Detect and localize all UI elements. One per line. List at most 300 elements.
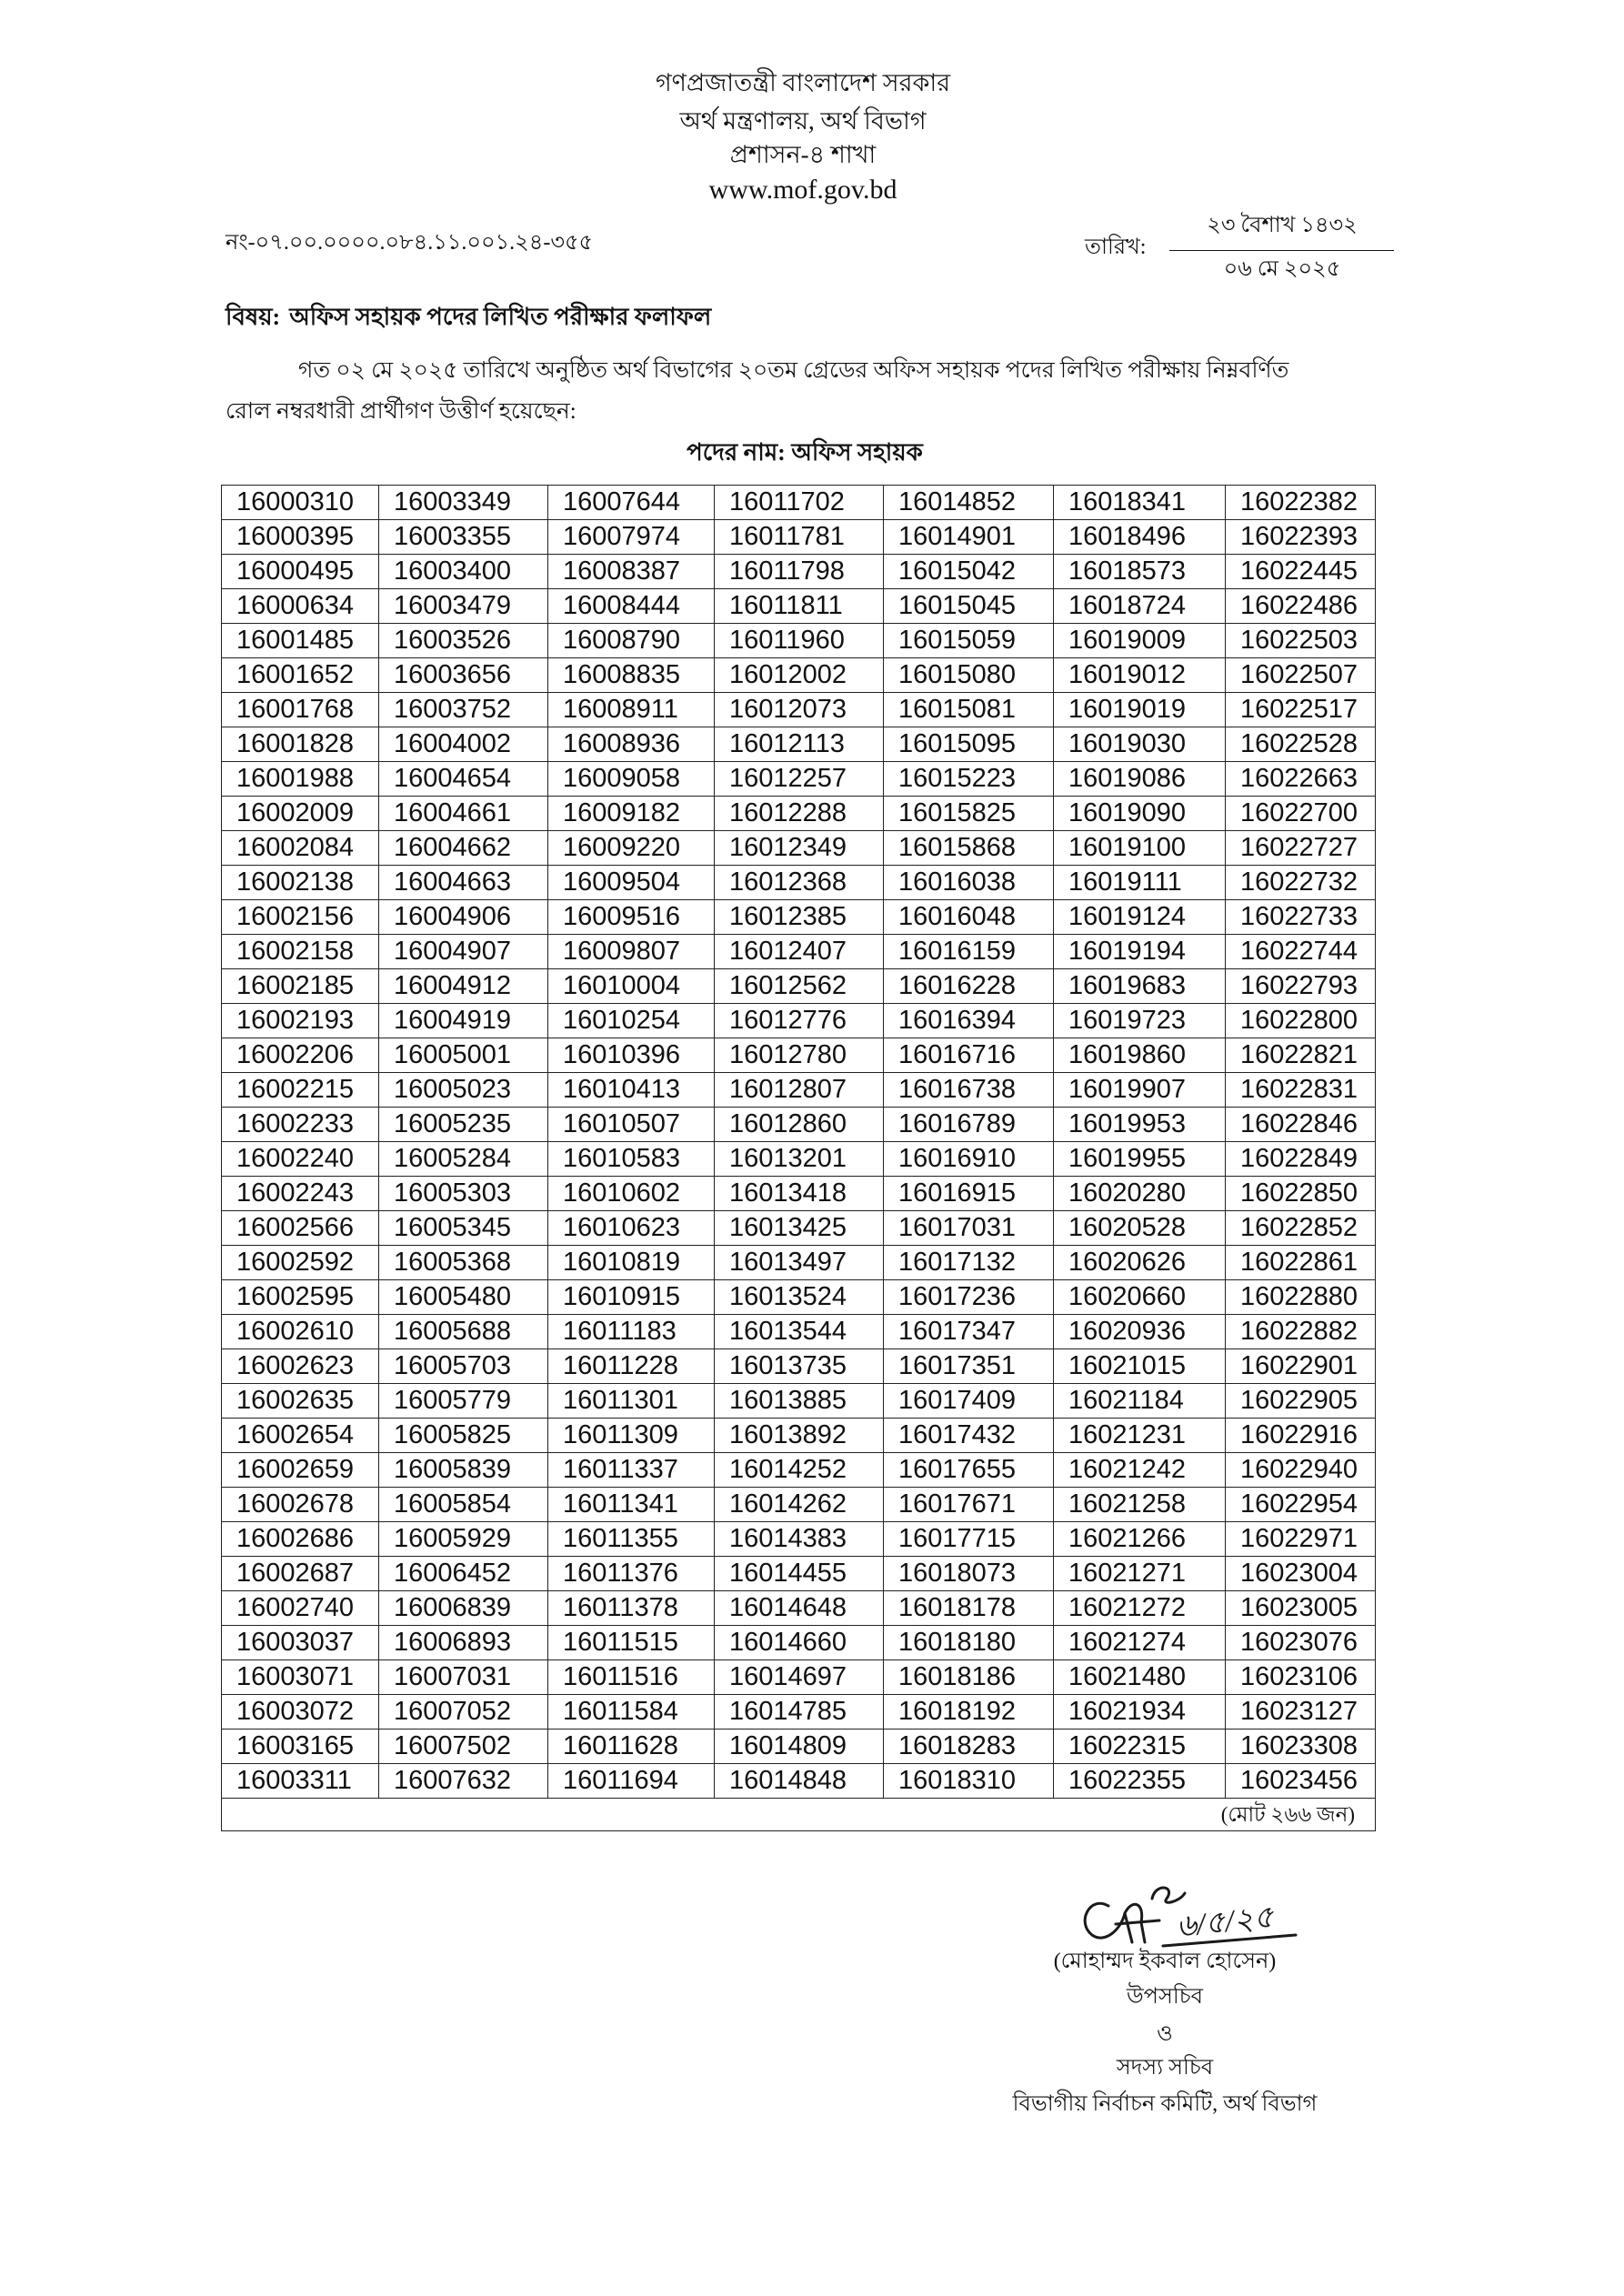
- roll-number-cell: 16017671: [884, 1488, 1054, 1522]
- roll-number-cell: 16015095: [884, 727, 1054, 762]
- roll-number-cell: 16017351: [884, 1349, 1054, 1384]
- roll-number-cell: 16002623: [222, 1349, 379, 1384]
- roll-number-cell: 16012776: [715, 1004, 884, 1038]
- roll-number-cell: 16003355: [379, 520, 548, 555]
- table-row: [222, 1142, 1376, 1177]
- roll-number-cell: 16010583: [548, 1142, 715, 1177]
- signatory-role: সদস্য সচিব: [1116, 2056, 1214, 2080]
- roll-number-cell: 16017347: [884, 1315, 1054, 1349]
- roll-number-cell: 16012385: [715, 900, 884, 935]
- roll-number-cell: 16003072: [222, 1695, 379, 1730]
- roll-number-cell: 16014252: [715, 1453, 884, 1488]
- roll-number-cell: 16014697: [715, 1660, 884, 1695]
- roll-number-cell: 16004919: [379, 1004, 548, 1038]
- results-table: [221, 485, 1376, 1831]
- roll-number-cell: 16021272: [1054, 1591, 1226, 1626]
- roll-number-cell: 16023076: [1226, 1626, 1376, 1660]
- roll-number-cell: 16016159: [884, 935, 1054, 969]
- roll-number-cell: 16004907: [379, 935, 548, 969]
- roll-number-cell: 16010507: [548, 1108, 715, 1142]
- table-row: [222, 1591, 1376, 1626]
- roll-number-cell: 16019100: [1054, 831, 1226, 866]
- roll-number-cell: 16009182: [548, 797, 715, 831]
- roll-number-cell: 16011515: [548, 1626, 715, 1660]
- roll-number-cell: 16000395: [222, 520, 379, 555]
- roll-number-cell: 16006452: [379, 1557, 548, 1591]
- post-title-heading: পদের নাম: অফিস সহায়ক: [687, 439, 923, 466]
- roll-number-cell: 16021274: [1054, 1626, 1226, 1660]
- roll-number-cell: 16022355: [1054, 1764, 1226, 1799]
- roll-number-cell: 16014648: [715, 1591, 884, 1626]
- date-bangla: ২৩ বৈশাখ ১৪৩২: [1207, 214, 1358, 237]
- roll-number-cell: 16012407: [715, 935, 884, 969]
- roll-number-cell: 16012002: [715, 658, 884, 693]
- roll-number-cell: 16022507: [1226, 658, 1376, 693]
- roll-number-cell: 16022733: [1226, 900, 1376, 935]
- roll-number-cell: 16002592: [222, 1246, 379, 1280]
- roll-number-cell: 16011183: [548, 1315, 715, 1349]
- roll-number-cell: 16005235: [379, 1108, 548, 1142]
- roll-number-cell: 16004654: [379, 762, 548, 797]
- roll-number-cell: 16007031: [379, 1660, 548, 1695]
- roll-number-cell: 16008444: [548, 589, 715, 624]
- roll-number-cell: 16022901: [1226, 1349, 1376, 1384]
- table-row: [222, 1522, 1376, 1557]
- roll-number-cell: 16002138: [222, 866, 379, 900]
- roll-number-cell: 16016048: [884, 900, 1054, 935]
- table-row: [222, 727, 1376, 762]
- roll-number-cell: 16000634: [222, 589, 379, 624]
- signatory-name: (মোহাম্মদ ইকবাল হোসেন): [1053, 1950, 1277, 1973]
- roll-number-cell: 16012860: [715, 1108, 884, 1142]
- roll-number-cell: 16021015: [1054, 1349, 1226, 1384]
- roll-number-cell: 16017409: [884, 1384, 1054, 1419]
- roll-number-cell: 16010413: [548, 1073, 715, 1108]
- roll-number-cell: 16011376: [548, 1557, 715, 1591]
- roll-number-cell: 16022831: [1226, 1073, 1376, 1108]
- roll-number-cell: 16002687: [222, 1557, 379, 1591]
- roll-number-cell: 16011516: [548, 1660, 715, 1695]
- roll-number-cell: 16020528: [1054, 1211, 1226, 1246]
- roll-number-cell: 16010819: [548, 1246, 715, 1280]
- roll-number-cell: 16015080: [884, 658, 1054, 693]
- roll-number-cell: 16011702: [715, 486, 884, 520]
- roll-number-cell: 16001768: [222, 693, 379, 727]
- roll-number-cell: 16009058: [548, 762, 715, 797]
- roll-number-cell: 16019907: [1054, 1073, 1226, 1108]
- roll-number-cell: 16011341: [548, 1488, 715, 1522]
- roll-number-cell: 16016228: [884, 969, 1054, 1004]
- roll-number-cell: 16005839: [379, 1453, 548, 1488]
- roll-number-cell: 16022727: [1226, 831, 1376, 866]
- roll-number-cell: 16018186: [884, 1660, 1054, 1695]
- roll-number-cell: 16016716: [884, 1038, 1054, 1073]
- roll-number-cell: 16010254: [548, 1004, 715, 1038]
- roll-number-cell: 16019860: [1054, 1038, 1226, 1073]
- table-row: [222, 1246, 1376, 1280]
- roll-number-cell: 16020936: [1054, 1315, 1226, 1349]
- roll-number-cell: 16000495: [222, 555, 379, 589]
- signature-date: ৬/৫/২৫: [1174, 1900, 1276, 1944]
- roll-number-cell: 16012113: [715, 727, 884, 762]
- roll-number-cell: 16018341: [1054, 486, 1226, 520]
- roll-number-cell: 16022905: [1226, 1384, 1376, 1419]
- table-row: [222, 1730, 1376, 1764]
- table-row: [222, 866, 1376, 900]
- roll-number-cell: 16003311: [222, 1764, 379, 1799]
- roll-number-cell: 16017655: [884, 1453, 1054, 1488]
- roll-number-cell: 16019683: [1054, 969, 1226, 1004]
- roll-number-cell: 16002654: [222, 1419, 379, 1453]
- roll-number-cell: 16007052: [379, 1695, 548, 1730]
- roll-number-cell: 16012257: [715, 762, 884, 797]
- roll-number-cell: 16016915: [884, 1177, 1054, 1211]
- roll-number-cell: 16016738: [884, 1073, 1054, 1108]
- roll-number-cell: 16018283: [884, 1730, 1054, 1764]
- roll-number-cell: 16003349: [379, 486, 548, 520]
- table-row: [222, 589, 1376, 624]
- roll-number-cell: 16022849: [1226, 1142, 1376, 1177]
- roll-number-cell: 16014901: [884, 520, 1054, 555]
- roll-number-cell: 16016789: [884, 1108, 1054, 1142]
- roll-number-cell: 16002610: [222, 1315, 379, 1349]
- roll-number-cell: 16019009: [1054, 624, 1226, 658]
- roll-number-cell: 16012562: [715, 969, 884, 1004]
- roll-number-cell: 16002566: [222, 1211, 379, 1246]
- roll-number-cell: 16013735: [715, 1349, 884, 1384]
- roll-number-cell: 16015825: [884, 797, 1054, 831]
- roll-number-cell: 16007632: [379, 1764, 548, 1799]
- roll-number-cell: 16002009: [222, 797, 379, 831]
- roll-number-cell: 16011378: [548, 1591, 715, 1626]
- total-count: (মোট ২৬৬ জন): [222, 1799, 1376, 1831]
- ministry-name: অর্থ মন্ত্রণালয়, অর্থ বিভাগ: [679, 107, 927, 135]
- roll-number-cell: 16015223: [884, 762, 1054, 797]
- roll-number-cell: 16012288: [715, 797, 884, 831]
- roll-number-cell: 16002595: [222, 1280, 379, 1315]
- subject-text: অফিস সহায়ক পদের লিখিত পরীক্ষার ফলাফল: [289, 304, 712, 330]
- roll-number-cell: 16015081: [884, 693, 1054, 727]
- roll-number-cell: 16021231: [1054, 1419, 1226, 1453]
- subject-label: বিষয়:: [226, 304, 281, 330]
- roll-number-cell: 16022793: [1226, 969, 1376, 1004]
- roll-number-cell: 16020626: [1054, 1246, 1226, 1280]
- roll-number-cell: 16013524: [715, 1280, 884, 1315]
- roll-number-cell: 16005480: [379, 1280, 548, 1315]
- roll-number-cell: 16017132: [884, 1246, 1054, 1280]
- roll-number-cell: 16008835: [548, 658, 715, 693]
- roll-number-cell: 16005779: [379, 1384, 548, 1419]
- roll-number-cell: 16011337: [548, 1453, 715, 1488]
- roll-number-cell: 16022821: [1226, 1038, 1376, 1073]
- roll-number-cell: 16010915: [548, 1280, 715, 1315]
- roll-number-cell: 16022486: [1226, 589, 1376, 624]
- roll-number-cell: 16023106: [1226, 1660, 1376, 1695]
- roll-number-cell: 16007974: [548, 520, 715, 555]
- roll-number-cell: 16011781: [715, 520, 884, 555]
- roll-number-cell: 16004662: [379, 831, 548, 866]
- roll-number-cell: 16022732: [1226, 866, 1376, 900]
- roll-number-cell: 16002233: [222, 1108, 379, 1142]
- roll-number-cell: 16005001: [379, 1038, 548, 1073]
- signatory-committee: বিভাগীয় নির্বাচন কমিটি, অর্থ বিভাগ: [1012, 2092, 1318, 2116]
- roll-number-cell: 16022445: [1226, 555, 1376, 589]
- table-row: [222, 486, 1376, 520]
- roll-number-cell: 16011628: [548, 1730, 715, 1764]
- roll-number-cell: 16012368: [715, 866, 884, 900]
- roll-number-cell: 16021480: [1054, 1660, 1226, 1695]
- roll-number-cell: 16008387: [548, 555, 715, 589]
- roll-number-cell: 16018496: [1054, 520, 1226, 555]
- roll-number-cell: 16018310: [884, 1764, 1054, 1799]
- roll-number-cell: 16002243: [222, 1177, 379, 1211]
- roll-number-cell: 16012073: [715, 693, 884, 727]
- table-row: [222, 969, 1376, 1004]
- roll-number-cell: 16021271: [1054, 1557, 1226, 1591]
- roll-number-cell: 16019086: [1054, 762, 1226, 797]
- roll-number-cell: 16016910: [884, 1142, 1054, 1177]
- roll-number-cell: 16003656: [379, 658, 548, 693]
- body-paragraph-line-2: রোল নম্বরধারী প্রার্থীগণ উত্তীর্ণ হয়েছেন:: [226, 399, 576, 424]
- roll-number-cell: 16002156: [222, 900, 379, 935]
- roll-number-cell: 16023127: [1226, 1695, 1376, 1730]
- roll-number-cell: 16014852: [884, 486, 1054, 520]
- roll-number-cell: 16017432: [884, 1419, 1054, 1453]
- roll-number-cell: 16011694: [548, 1764, 715, 1799]
- table-row: [222, 1315, 1376, 1349]
- roll-number-cell: 16021242: [1054, 1453, 1226, 1488]
- roll-number-cell: 16016394: [884, 1004, 1054, 1038]
- roll-number-cell: 16022744: [1226, 935, 1376, 969]
- roll-number-cell: 16001988: [222, 762, 379, 797]
- body-paragraph-line-1: গত ০২ মে ২০২৫ তারিখে অনুষ্ঠিত অর্থ বিভাগের ২০তম গ্রেডের অফিস সহায়ক পদের লিখিত পরীক্ষায় নিম্নবর্ণিত: [298, 358, 1289, 383]
- roll-number-cell: 16022382: [1226, 486, 1376, 520]
- roll-number-cell: 16018192: [884, 1695, 1054, 1730]
- roll-number-cell: 16022846: [1226, 1108, 1376, 1142]
- roll-number-cell: 16022800: [1226, 1004, 1376, 1038]
- roll-number-cell: 16011301: [548, 1384, 715, 1419]
- roll-number-cell: 16011811: [715, 589, 884, 624]
- roll-number-cell: 16022940: [1226, 1453, 1376, 1488]
- roll-number-cell: 16020280: [1054, 1177, 1226, 1211]
- roll-number-cell: 16021266: [1054, 1522, 1226, 1557]
- roll-number-cell: 16022954: [1226, 1488, 1376, 1522]
- roll-number-cell: 16017031: [884, 1211, 1054, 1246]
- roll-number-cell: 16008790: [548, 624, 715, 658]
- roll-number-cell: 16012780: [715, 1038, 884, 1073]
- roll-number-cell: 16005023: [379, 1073, 548, 1108]
- roll-number-cell: 16014848: [715, 1764, 884, 1799]
- roll-number-cell: 16003479: [379, 589, 548, 624]
- roll-number-cell: 16002084: [222, 831, 379, 866]
- roll-number-cell: 16009516: [548, 900, 715, 935]
- roll-number-cell: 16022663: [1226, 762, 1376, 797]
- roll-number-cell: 16019953: [1054, 1108, 1226, 1142]
- roll-number-cell: 16022517: [1226, 693, 1376, 727]
- roll-number-cell: 16002193: [222, 1004, 379, 1038]
- table-row: [222, 658, 1376, 693]
- roll-number-cell: 16022528: [1226, 727, 1376, 762]
- roll-number-cell: 16014785: [715, 1695, 884, 1730]
- roll-number-cell: 16018573: [1054, 555, 1226, 589]
- date-gregorian: ০৬ মে ২০২৫: [1223, 257, 1341, 281]
- roll-number-cell: 16011355: [548, 1522, 715, 1557]
- roll-number-cell: 16002206: [222, 1038, 379, 1073]
- table-row: [222, 1764, 1376, 1799]
- roll-number-cell: 16003400: [379, 555, 548, 589]
- roll-number-cell: 16013544: [715, 1315, 884, 1349]
- roll-number-cell: 16022852: [1226, 1211, 1376, 1246]
- table-row: [222, 1211, 1376, 1246]
- results-table-body: [222, 486, 1376, 1799]
- roll-number-cell: 16013418: [715, 1177, 884, 1211]
- roll-number-cell: 16019090: [1054, 797, 1226, 831]
- roll-number-cell: 16019124: [1054, 900, 1226, 935]
- roll-number-cell: 16003165: [222, 1730, 379, 1764]
- roll-number-cell: 16011798: [715, 555, 884, 589]
- roll-number-cell: 16005825: [379, 1419, 548, 1453]
- roll-number-cell: 16004663: [379, 866, 548, 900]
- roll-number-cell: 16008936: [548, 727, 715, 762]
- roll-number-cell: 16002740: [222, 1591, 379, 1626]
- roll-number-cell: 16014809: [715, 1730, 884, 1764]
- roll-number-cell: 16003037: [222, 1626, 379, 1660]
- roll-number-cell: 16014660: [715, 1626, 884, 1660]
- branch-name: প্রশাসন-৪ শাখা: [729, 141, 877, 168]
- roll-number-cell: 16019019: [1054, 693, 1226, 727]
- roll-number-cell: 16022700: [1226, 797, 1376, 831]
- roll-number-cell: 16018180: [884, 1626, 1054, 1660]
- roll-number-cell: 16019955: [1054, 1142, 1226, 1177]
- table-row: [222, 900, 1376, 935]
- roll-number-cell: 16014383: [715, 1522, 884, 1557]
- roll-number-cell: 16001828: [222, 727, 379, 762]
- table-row: [222, 1384, 1376, 1419]
- roll-number-cell: 16019111: [1054, 866, 1226, 900]
- roll-number-cell: 16018178: [884, 1591, 1054, 1626]
- roll-number-cell: 16022393: [1226, 520, 1376, 555]
- roll-number-cell: 16013201: [715, 1142, 884, 1177]
- roll-number-cell: 16001652: [222, 658, 379, 693]
- roll-number-cell: 16005345: [379, 1211, 548, 1246]
- roll-number-cell: 16015059: [884, 624, 1054, 658]
- signatory-conjunction: ও: [1157, 2022, 1173, 2046]
- table-row: [222, 1695, 1376, 1730]
- roll-number-cell: 16011584: [548, 1695, 715, 1730]
- roll-number-cell: 16019030: [1054, 727, 1226, 762]
- roll-number-cell: 16013892: [715, 1419, 884, 1453]
- roll-number-cell: 16023456: [1226, 1764, 1376, 1799]
- memo-reference-number: নং-০৭.০০.০০০০.০৮৪.১১.০০১.২৪-৩৫৫: [226, 231, 594, 255]
- table-row: [222, 1004, 1376, 1038]
- roll-number-cell: 16002215: [222, 1073, 379, 1108]
- table-row: [222, 1349, 1376, 1384]
- roll-number-cell: 16019194: [1054, 935, 1226, 969]
- roll-number-cell: 16002686: [222, 1522, 379, 1557]
- subject-line: [226, 301, 711, 334]
- table-row: [222, 762, 1376, 797]
- roll-number-cell: 16015042: [884, 555, 1054, 589]
- table-row: [222, 831, 1376, 866]
- signatory-designation: উপসচিব: [1126, 1985, 1204, 2009]
- roll-number-cell: 16022882: [1226, 1315, 1376, 1349]
- roll-number-cell: 16012349: [715, 831, 884, 866]
- table-row: [222, 624, 1376, 658]
- table-row: [222, 1660, 1376, 1695]
- roll-number-cell: 16012807: [715, 1073, 884, 1108]
- roll-number-cell: 16005368: [379, 1246, 548, 1280]
- website-address: www.mof.gov.bd: [708, 175, 897, 205]
- roll-number-cell: 16002659: [222, 1453, 379, 1488]
- roll-number-cell: 16003526: [379, 624, 548, 658]
- table-row: [222, 797, 1376, 831]
- roll-number-cell: 16009220: [548, 831, 715, 866]
- table-row: [222, 1073, 1376, 1108]
- roll-number-cell: 16002158: [222, 935, 379, 969]
- roll-number-cell: 16013885: [715, 1384, 884, 1419]
- roll-number-cell: 16022850: [1226, 1177, 1376, 1211]
- roll-number-cell: 16021258: [1054, 1488, 1226, 1522]
- table-row: [222, 1108, 1376, 1142]
- roll-number-cell: 16011309: [548, 1419, 715, 1453]
- roll-number-cell: 16022916: [1226, 1419, 1376, 1453]
- table-row: [222, 935, 1376, 969]
- roll-number-cell: 16018073: [884, 1557, 1054, 1591]
- roll-number-cell: 16011228: [548, 1349, 715, 1384]
- table-row: [222, 555, 1376, 589]
- table-row: [222, 1419, 1376, 1453]
- roll-number-cell: 16005929: [379, 1522, 548, 1557]
- roll-number-cell: 16002185: [222, 969, 379, 1004]
- roll-number-cell: 16011960: [715, 624, 884, 658]
- roll-number-cell: 16002240: [222, 1142, 379, 1177]
- roll-number-cell: 16017715: [884, 1522, 1054, 1557]
- roll-number-cell: 16000310: [222, 486, 379, 520]
- roll-number-cell: 16002635: [222, 1384, 379, 1419]
- table-row: [222, 1488, 1376, 1522]
- roll-number-cell: 16021934: [1054, 1695, 1226, 1730]
- roll-number-cell: 16010004: [548, 969, 715, 1004]
- roll-number-cell: 16007502: [379, 1730, 548, 1764]
- roll-number-cell: 16005854: [379, 1488, 548, 1522]
- roll-number-cell: 16023005: [1226, 1591, 1376, 1626]
- roll-number-cell: 16005688: [379, 1315, 548, 1349]
- roll-number-cell: 16015868: [884, 831, 1054, 866]
- roll-number-cell: 16013425: [715, 1211, 884, 1246]
- roll-number-cell: 16013497: [715, 1246, 884, 1280]
- table-row: [222, 1453, 1376, 1488]
- roll-number-cell: 16004002: [379, 727, 548, 762]
- roll-number-cell: 16014262: [715, 1488, 884, 1522]
- roll-number-cell: 16018724: [1054, 589, 1226, 624]
- roll-number-cell: 16023308: [1226, 1730, 1376, 1764]
- roll-number-cell: 16003071: [222, 1660, 379, 1695]
- roll-number-cell: 16006893: [379, 1626, 548, 1660]
- table-row: [222, 1280, 1376, 1315]
- roll-number-cell: 16003752: [379, 693, 548, 727]
- roll-number-cell: 16004912: [379, 969, 548, 1004]
- table-row: [222, 1038, 1376, 1073]
- table-row: [222, 1557, 1376, 1591]
- roll-number-cell: 16001485: [222, 624, 379, 658]
- roll-number-cell: 16014455: [715, 1557, 884, 1591]
- roll-number-cell: 16004906: [379, 900, 548, 935]
- table-row: [222, 1177, 1376, 1211]
- table-row: [222, 1626, 1376, 1660]
- roll-number-cell: 16019012: [1054, 658, 1226, 693]
- roll-number-cell: 16022315: [1054, 1730, 1226, 1764]
- roll-number-cell: 16015045: [884, 589, 1054, 624]
